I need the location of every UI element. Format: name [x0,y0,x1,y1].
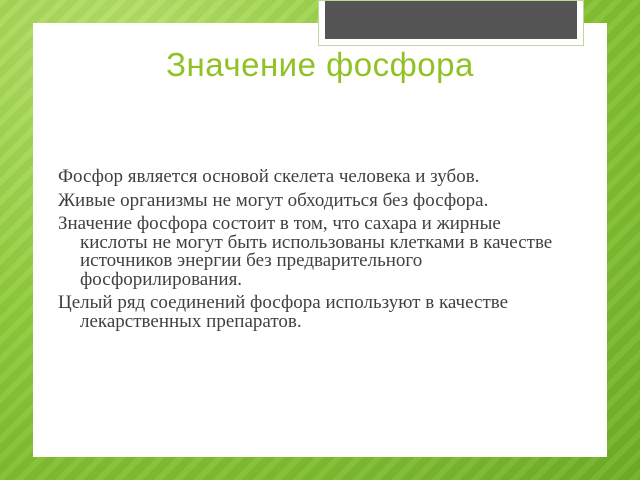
paragraph-4: Целый ряд соединений фосфора используют в качестве лекарственных препаратов. [58,292,509,332]
slide-body [58,168,558,336]
accent-box [318,0,584,46]
slide-title: Значение фосфора [166,46,474,83]
paragraph-2: Живые организмы не могут обходиться без фосфора. [58,189,489,211]
paragraph-1: Фосфор является основой скелета человека и зубов. [58,166,480,187]
accent-box-fill [325,1,577,39]
paragraph-3: Значение фосфора состоит в том, что сахара и жирные кислоты не могут быть использованы клетками в качестве источников энергии без предварительного фосфорилирования. [58,213,553,290]
